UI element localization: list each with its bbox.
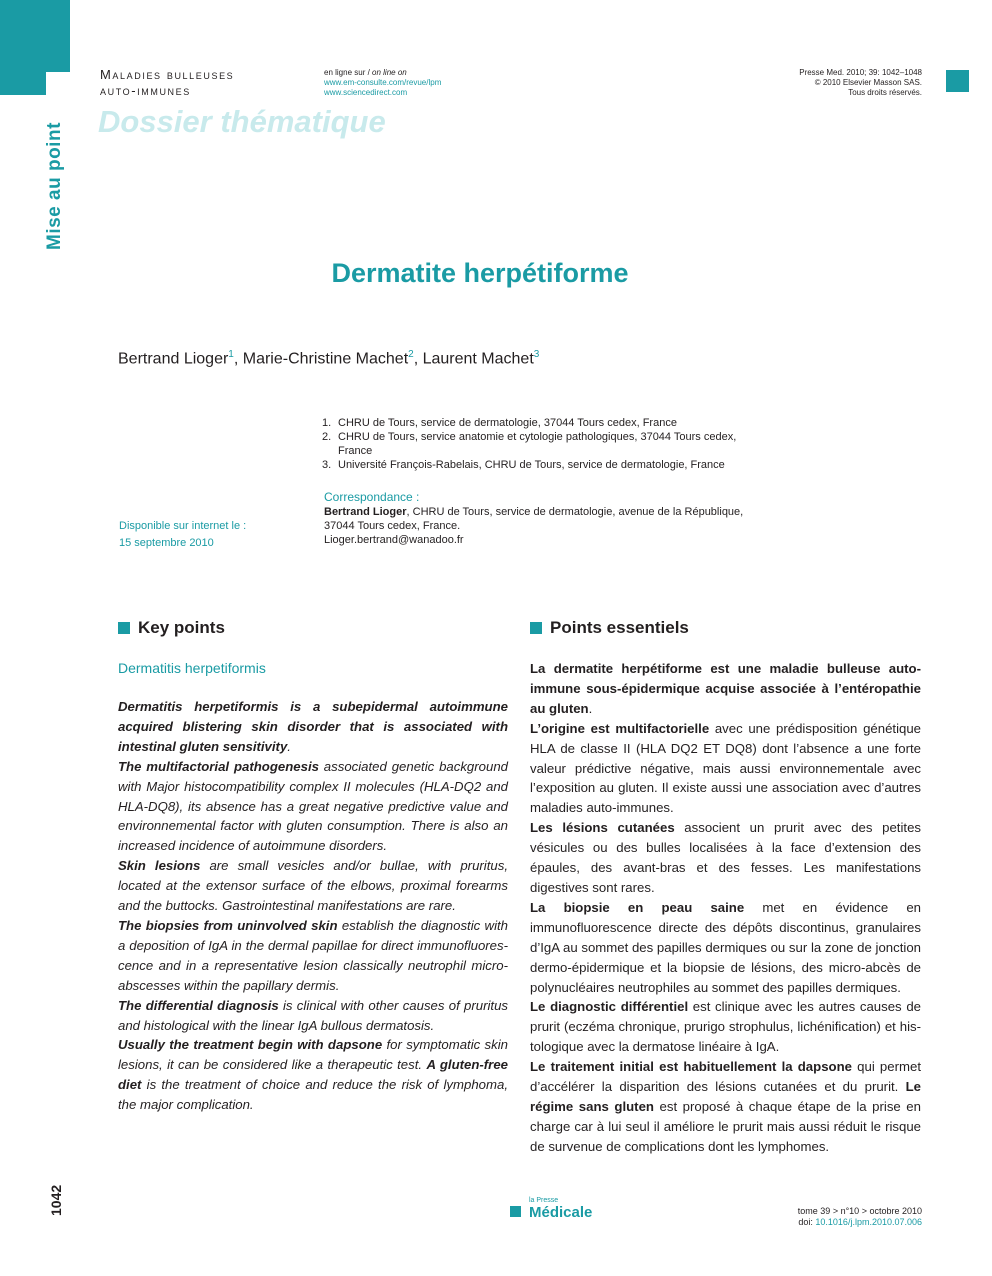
online-en: on line on	[372, 68, 407, 77]
affil-num: 2.	[322, 431, 332, 443]
author-name: Laurent Machet	[422, 350, 534, 368]
online-prefix: en ligne sur /	[324, 68, 373, 77]
paragraph: Les lésions cutanées associent un prurit avec des petites vésicules ou des bulles localisées à la face d’extension des épaules, des avant-bras et des fesses. Les manifestations digestives sont rares.	[530, 820, 921, 895]
points-essentiels-body	[530, 659, 921, 1157]
affil-text: CHRU de Tours, service de dermatologie, 37044 Tours cedex, France	[338, 417, 677, 429]
journal-small: la Presse	[529, 1197, 559, 1204]
affil-text: CHRU de Tours, service anatomie et cytologie pathologiques, 37044 Tours cedex, France	[338, 431, 737, 457]
heading-square-icon	[118, 622, 130, 634]
points-essentiels-heading	[530, 618, 689, 638]
key-points-body	[118, 697, 508, 1115]
points-essentiels-title: Points essentiels	[550, 618, 689, 637]
citation: Presse Med. 2010; 39: 1042–1048	[799, 68, 922, 77]
available-date: 15 septembre 2010	[119, 537, 214, 549]
section-title-line1: Maladies bulleuses	[100, 67, 235, 82]
heading-square-icon	[530, 622, 542, 634]
paragraph: Skin lesions are small vesicles and/or bullae, with pruritus, located at the extensor surface of the elbows, proximal forearms and the buttocks. Gastrointestinal manifestations are rare.	[118, 858, 508, 914]
journal-logo	[510, 1197, 592, 1220]
sciencedirect-link[interactable]: www.sciencedirect.com	[324, 88, 408, 97]
corr-address: , CHRU de Tours, service de dermatologie, avenue de la République, 37044 Tours cedex, France.	[324, 506, 744, 532]
author-name: Bertrand Lioger	[118, 350, 229, 368]
correspondance-text	[324, 505, 754, 547]
affil-num: 1.	[322, 417, 332, 429]
author-sup: 2	[408, 349, 414, 360]
author-sup: 3	[533, 349, 540, 360]
paragraph: Le traitement initial est habituellement la dapsone qui permet d’accélérer la disparition des lésions cutanées et du prurit. Le régime sans gluten est proposé à chaque étape de la prise en charge car à lui seul il améliore le prurit mais aussi réduit le risque de survenue de complications dont les lymphomes.	[530, 1059, 921, 1154]
available-label: Disponible sur internet le :	[119, 520, 247, 532]
doi-label: doi:	[798, 1217, 816, 1227]
author-sup: 1	[228, 349, 234, 360]
paragraph: Le diagnostic différentiel est clinique avec les autres causes de prurit (eczéma chronique, prurigo strophulus, lichénification) et his-tologique avec la dermatose linéaire à IgA.	[530, 999, 921, 1055]
author-list: Bertrand Lioger$^1$, Marie-Christine Machet$^2$, Laurent Machet$^3$	[118, 349, 540, 368]
paragraph: L’origine est multifactorielle avec une prédisposition génétique HLA de classe II (HLA DQ2 ET DQ8) dont l’absence a une forte valeur prédictive négative, mais aussi environnementale avec l’exposition au gluten. Il existe aussi une association avec d’autres maladies auto-immunes.	[530, 720, 921, 816]
affil-num: 3.	[322, 459, 332, 471]
side-label: Mise au point	[44, 122, 65, 250]
key-points-title: Key points	[138, 618, 225, 637]
paragraph: The biopsies from uninvolved skin establish the diagnostic with a deposition of IgA in the dermal papillae for direct immunofluores-cence and in a representative lesion classically neutrophil micro-abscesses within the papillary dermis.	[118, 917, 508, 993]
affil-text: Université François-Rabelais, CHRU de Tours, service de dermatologie, France	[338, 459, 725, 471]
corr-name: Bertrand Lioger	[324, 506, 407, 518]
journal-big: Médicale	[529, 1204, 593, 1221]
availability	[119, 518, 246, 552]
doi-link[interactable]: 10.1016/j.lpm.2010.07.006	[815, 1217, 922, 1227]
paragraph: Usually the treatment begin with dapsone for symptomatic skin lesions, it can be considered like a therapeutic test. A gluten-free diet is the treatment of choice and reduce the risk of lymphoma, the major complication.	[118, 1037, 508, 1113]
paragraph: Dermatitis herpetiformis is a subepidermal autoimmune acquired blistering skin disorder that is associated with intestinal gluten sensitivity.	[118, 699, 508, 754]
section-title-line2: auto-immunes	[100, 83, 191, 98]
corner-notch	[46, 72, 70, 95]
em-consulte-link[interactable]: www.em-consulte.com/revue/lpm	[324, 78, 442, 87]
corner-square	[946, 70, 969, 92]
author-name: Marie-Christine Machet	[242, 350, 409, 368]
logo-square-icon	[510, 1206, 521, 1217]
corr-email[interactable]: Lioger.bertrand@wanadoo.fr	[324, 534, 464, 546]
paragraph: La dermatite herpétiforme est une maladie bulleuse auto-immune sous-épidermique acquise associée à l’entéropathie au gluten.	[530, 661, 921, 716]
online-links	[324, 68, 441, 98]
paragraph: La biopsie en peau saine met en évidence en immunofluorescence directe des dépôts discontinus, granulaires d’IgA au sommet des papilles dermiques ou sur la zone de jonction dermo-épidermique et la biopsie de lésions, des micro-abcès de polynucléaires neutrophiles au sommet des papilles dermiques.	[530, 899, 921, 995]
article-title: Dermatite herpétiforme	[331, 258, 629, 288]
correspondance-label: Correspondance :	[324, 490, 420, 504]
affiliations	[322, 416, 752, 472]
copyright: © 2010 Elsevier Masson SAS.	[814, 78, 922, 87]
key-points-subheading: Dermatitis herpetiformis	[118, 660, 266, 676]
paragraph: The multifactorial pathogenesis associated genetic background with Major histocompatibility complex II molecules (HLA-DQ2 and HLA-DQ8), its absence has a great negative predictive value and environnemental factor with gluten consumption. There is also an increased incidence of autoimmune disorders.	[118, 758, 508, 854]
publication-info	[700, 68, 922, 98]
key-points-heading	[118, 618, 225, 638]
page-number: 1042	[48, 1184, 64, 1216]
paragraph: The differential diagnosis is clinical with other causes of pruritus and histological with the linear IgA bullous dermatosis.	[118, 997, 508, 1033]
dossier-title: Dossier thématique	[98, 104, 386, 139]
issue-info	[700, 1206, 922, 1228]
issue: tome 39 > n°10 > octobre 2010	[797, 1206, 922, 1216]
rights: Tous droits réservés.	[848, 88, 922, 97]
